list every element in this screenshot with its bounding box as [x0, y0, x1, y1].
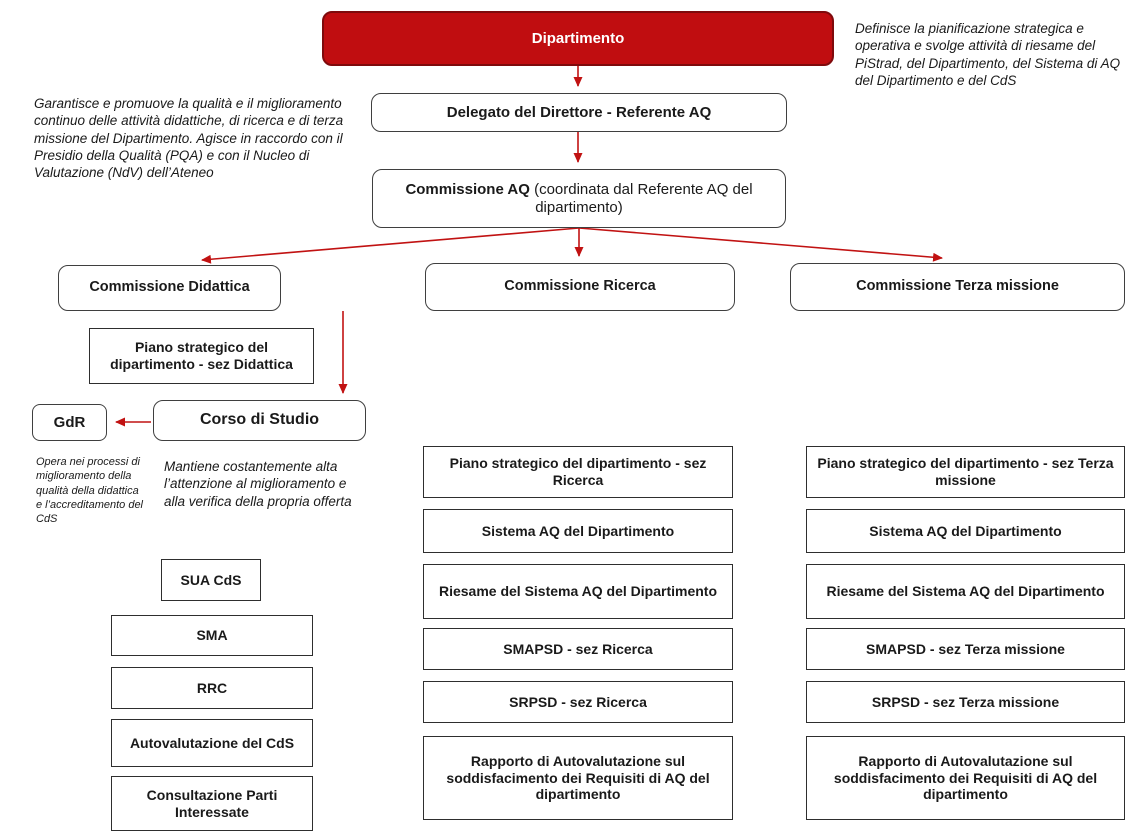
node-rapporto-autovalutazione-ricerca: Rapporto di Autovalutazione sul soddisfacimento dei Requisiti di AQ del dipartimento — [423, 736, 733, 820]
node-piano-strategico-didattica: Piano strategico del dipartimento - sez Didattica — [89, 328, 314, 384]
note-gdr: Opera nei processi di miglioramento della qualità della didattica e l’accreditamento del CdS — [36, 456, 144, 526]
note-dipartimento: Definisce la pianificazione strategica e operativa e svolge attività di riesame del PiStrad, del Dipartimento, del Sistema di AQ del Dipartimento e del CdS — [855, 21, 1121, 88]
arrow-aq-to-didattica — [202, 228, 579, 260]
commissione-aq-bold-text: Commissione AQ — [405, 180, 530, 198]
node-consultazione-parti-interessate: Consultazione Parti Interessate — [111, 776, 313, 831]
note-corso-di-studio: Mantiene costantemente alta l’attenzione al miglioramento e alla verifica della propria offerta — [164, 459, 352, 509]
commissione-aq-rest-text: (coordinata dal Referente AQ del dipartimento) — [529, 180, 753, 216]
node-smapsd-terza: SMAPSD - sez Terza missione — [806, 628, 1125, 670]
node-srpsd-terza: SRPSD - sez Terza missione — [806, 681, 1125, 723]
node-riesame-sistema-aq-ricerca: Riesame del Sistema AQ del Dipartimento — [423, 564, 733, 619]
node-corso-di-studio: Corso di Studio — [153, 400, 366, 441]
node-rrc: RRC — [111, 667, 313, 709]
node-sua-cds: SUA CdS — [161, 559, 261, 601]
node-delegato-referente-aq: Delegato del Direttore - Referente AQ — [371, 93, 787, 132]
node-piano-strategico-terza: Piano strategico del dipartimento - sez Terza missione — [806, 446, 1125, 498]
node-sistema-aq-terza: Sistema AQ del Dipartimento — [806, 509, 1125, 553]
node-commissione-terza-missione: Commissione Terza missione — [790, 263, 1125, 311]
node-dipartimento: Dipartimento — [322, 11, 834, 66]
node-commissione-aq — [372, 169, 786, 228]
node-smapsd-ricerca: SMAPSD - sez Ricerca — [423, 628, 733, 670]
node-riesame-sistema-aq-terza: Riesame del Sistema AQ del Dipartimento — [806, 564, 1125, 619]
node-rapporto-autovalutazione-terza: Rapporto di Autovalutazione sul soddisfacimento dei Requisiti di AQ del dipartimento — [806, 736, 1125, 820]
node-gdr: GdR — [32, 404, 107, 441]
node-commissione-ricerca: Commissione Ricerca — [425, 263, 735, 311]
note-referente-aq: Garantisce e promuove la qualità e il miglioramento continuo delle attività didattiche, di ricerca e di terza missione del Dipartimento. Agisce in raccordo con il Presidio della Qualità (PQA) e con il Nucleo di Valutazione (NdV) dell’Ateneo — [34, 96, 344, 181]
node-autovalutazione-cds: Autovalutazione del CdS — [111, 719, 313, 767]
node-piano-strategico-ricerca: Piano strategico del dipartimento - sez Ricerca — [423, 446, 733, 498]
node-sistema-aq-ricerca: Sistema AQ del Dipartimento — [423, 509, 733, 553]
node-srpsd-ricerca: SRPSD - sez Ricerca — [423, 681, 733, 723]
commissione-aq-label — [381, 181, 777, 216]
node-sma: SMA — [111, 615, 313, 656]
node-commissione-didattica: Commissione Didattica — [58, 265, 281, 311]
arrow-aq-to-terza-missione — [579, 228, 942, 258]
